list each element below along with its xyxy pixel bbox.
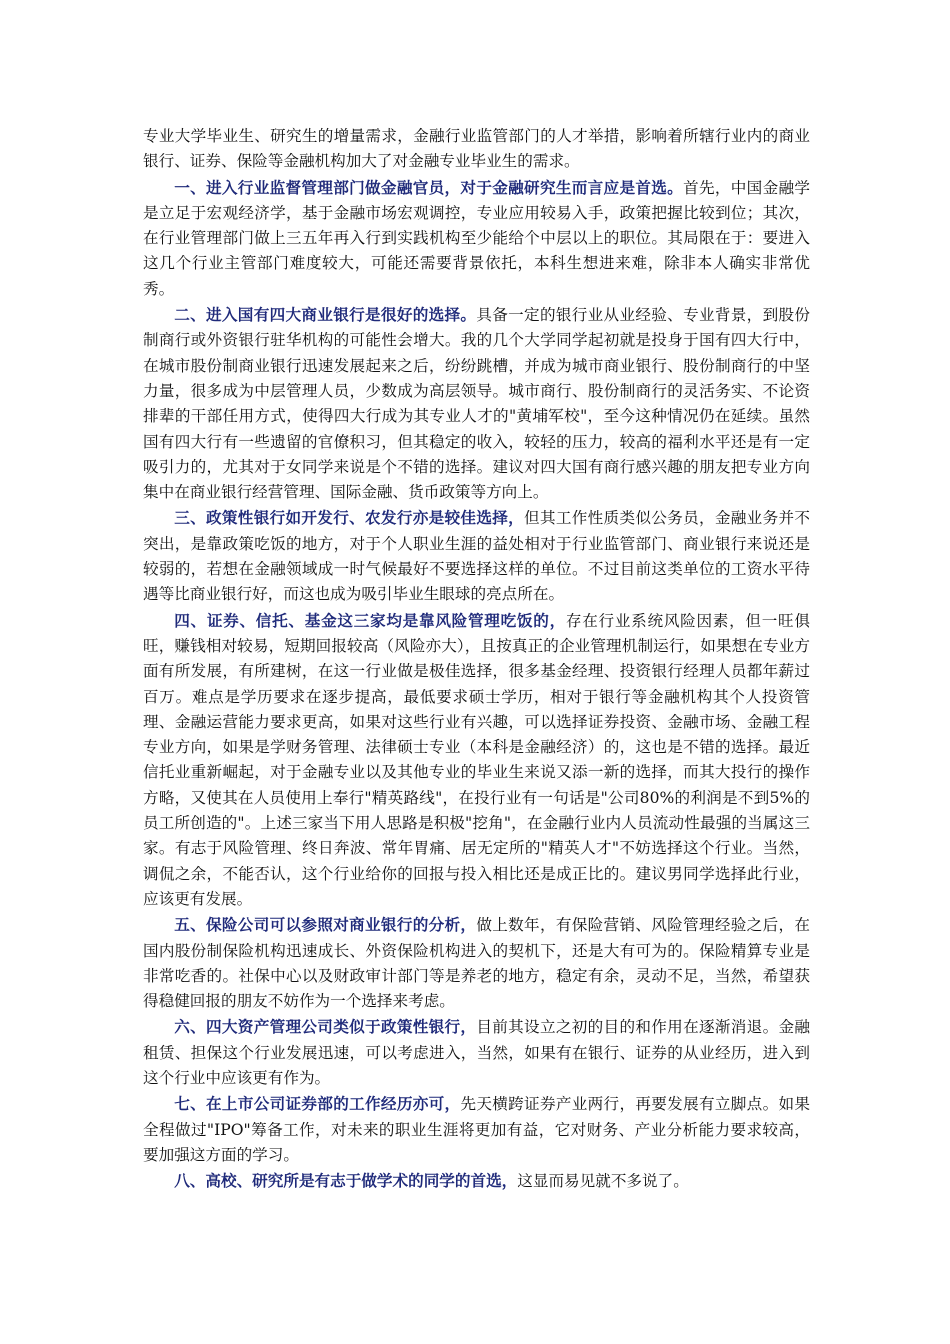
section-5-heading: 五、保险公司可以参照对商业银行的分析， bbox=[174, 915, 477, 935]
section-1-paragraph bbox=[143, 175, 810, 302]
section-8-text: 这显而易见就不多说了。 bbox=[517, 1172, 689, 1191]
section-7-paragraph bbox=[143, 1091, 810, 1168]
section-6-text: 目前其设立之初的目的和作用在逐渐消退。金融租赁、担保这个行业发展迅速，可以考虑进入，当然，如果有在银行、证券的从业经历，进入到这个行业中应该更有作为。 bbox=[143, 1018, 810, 1087]
section-4-paragraph bbox=[143, 608, 810, 913]
section-2-paragraph bbox=[143, 302, 810, 505]
section-8-paragraph bbox=[143, 1168, 810, 1194]
section-7-text: 先天横跨证券产业两行，再要发展有立脚点。如果全程做过"IPO"筹备工作，对未来的职业生涯将更加有益，它对财务、产业分析能力要求较高，要加强这方面的学习。 bbox=[143, 1095, 810, 1164]
section-7-heading: 七、在上市公司证券部的工作经历亦可， bbox=[174, 1094, 461, 1114]
section-2-heading: 二、进入国有四大商业银行是很好的选择。 bbox=[174, 305, 477, 325]
section-6-paragraph bbox=[143, 1014, 810, 1091]
section-8-heading: 八、高校、研究所是有志于做学术的同学的首选， bbox=[174, 1171, 518, 1191]
paragraph-text: 专业大学毕业生、研究生的增量需求，金融行业监管部门的人才举措，影响着所辖行业内的商业银行、证券、保险等金融机构加大了对金融专业毕业生的需求。 bbox=[143, 127, 810, 171]
section-3-heading: 三、政策性银行如开发行、农发行亦是较佳选择， bbox=[174, 508, 525, 528]
section-4-heading: 四、证券、信托、基金这三家均是靠风险管理吃饭的， bbox=[174, 610, 566, 630]
section-5-paragraph bbox=[143, 912, 810, 1014]
section-1-heading: 一、进入行业监督管理部门做金融官员，对于金融研究生而言应是首选。 bbox=[174, 177, 684, 197]
section-2-text: 具备一定的银行业从业经验、专业背景，到股份制商行或外资银行驻华机构的可能性会增大。我的几个大学同学起初就是投身于国有四大行中，在城市股份制商业银行迅速发展起来之后，纷纷跳槽，并成为城市商业银行、股份制商行的中坚力量，很多成为中层管理人员，少数成为高层领导。城市商行、股份制商行的灵活务实、不论资排辈的干部任用方式，使得四大行成为其专业人才的"黄埔军校"，至今这种情况仍在延续。虽然国有四大行有一些遗留的官僚积习，但其稳定的收入，较轻的压力，较高的福利水平还是有一定吸引力的，尤其对于女同学来说是个不错的选择。建议对四大国有商行感兴趣的朋友把专业方向集中在商业银行经营管理、国际金融、货币政策等方向上。 bbox=[143, 306, 810, 502]
section-3-paragraph bbox=[143, 505, 810, 607]
section-3-text: 但其工作性质类似公务员，金融业务并不突出，是靠政策吃饭的地方，对于个人职业生涯的益处相对于行业监管部门、商业银行来说还是较弱的，若想在金融领域成一时气候最好不要选择这样的单位。不过目前这类单位的工资水平待遇等比商业银行好，而这也成为吸引毕业生眼球的亮点所在。 bbox=[143, 509, 810, 604]
intro-paragraph bbox=[143, 124, 810, 175]
section-4-text: 存在行业系统风险因素，但一旺俱旺，赚钱相对较易，短期回报较高（风险亦大），且按真正的企业管理机制运行，如果想在专业方面有所发展，有所建树，在这一行业做是极佳选择，很多基金经理、投资银行经理人员都年薪过百万。难点是学历要求在逐步提高，最低要求硕士学历，相对于银行等金融机构其个人投资管理、金融运营能力要求更高，如果对这些行业有兴趣，可以选择证券投资、金融市场、金融工程专业方向，如果是学财务管理、法律硕士专业（本科是金融经济）的，这也是不错的选择。最近信托业重新崛起，对于金融专业以及其他专业的毕业生来说又添一新的选择，而其大投行的操作方略，又使其在人员使用上奉行"精英路线"，在投行业有一句话是"公司80%的利润是不到5%的员工所创造的"。上述三家当下用人思路是积极"挖角"，在金融行业内人员流动性最强的当属这三家。有志于风险管理、终日奔波、常年胃痛、居无定所的"精英人才"不妨选择这个行业。当然，调侃之余，不能否认，这个行业给你的回报与投入相比还是成正比的。建议男同学选择此行业，应该更有发展。 bbox=[143, 611, 810, 908]
section-5-text: 做上数年，有保险营销、风险管理经验之后，在国内股份制保险机构迅速成长、外资保险机构进入的契机下，还是大有可为的。保险精算专业是非常吃香的。社保中心以及财政审计部门等是养老的地方，稳定有余，灵动不足，当然，希望获得稳健回报的朋友不妨作为一个选择来考虑。 bbox=[143, 916, 810, 1011]
section-6-heading: 六、四大资产管理公司类似于政策性银行， bbox=[174, 1017, 477, 1037]
section-1-text: 首先，中国金融学是立足于宏观经济学，基于金融市场宏观调控，专业应用较易入手，政策把握比较到位；其次，在行业管理部门做上三五年再入行到实践机构至少能给个中层以上的职位。其局限在于：要进入这几个行业主管部门难度较大，可能还需要背景依托，本科生想进来难，除非本人确实非常优秀。 bbox=[143, 178, 810, 298]
document-body bbox=[143, 124, 810, 1194]
